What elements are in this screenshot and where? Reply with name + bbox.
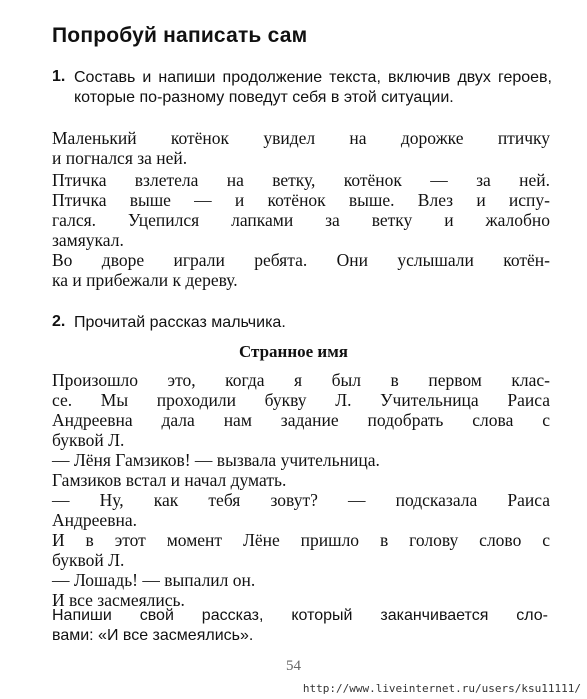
story-line: Андреевна дала нам задание подобрать слова с xyxy=(52,410,550,430)
story-line: Андреевна. xyxy=(52,510,137,530)
text-line: Птичка взлетела на ветку, котёнок — за ней. xyxy=(52,170,550,190)
story-line: — Лошадь! — выпалил он. xyxy=(52,570,256,590)
story-line: — Лёня Гамзиков! — вызвала учительница. xyxy=(52,450,380,470)
watermark-url: http://www.liveinternet.ru/users/ksu11111/ xyxy=(302,682,581,695)
story-line: буквой Л. xyxy=(52,550,125,570)
story-line: буквой Л. xyxy=(52,430,125,450)
text-line: замяукал. xyxy=(52,230,124,250)
story-title: Странное имя xyxy=(238,342,349,361)
story-line: И все засмеялись. xyxy=(52,590,185,610)
text-1 xyxy=(52,128,550,168)
story-line: — Ну, как тебя зовут? — подсказала Раиса xyxy=(52,490,550,510)
text-line: гался. Уцепился лапками за ветку и жалобно xyxy=(52,210,550,230)
task-2-instruction: Прочитай рассказ мальчика. xyxy=(74,314,286,331)
task-1-number: 1. xyxy=(52,68,66,85)
story-line: И в этот момент Лёне пришло в голову слово с xyxy=(52,530,550,550)
story-text xyxy=(52,370,550,610)
task-2-number: 2. xyxy=(52,313,66,330)
text-line: Птичка выше — и котёнок выше. Влез и испу- xyxy=(52,190,550,210)
final-task-line: Напиши свой рассказ, который заканчивается сло- xyxy=(52,607,548,624)
story-line: Гамзиков встал и начал думать. xyxy=(52,470,287,490)
text-3 xyxy=(52,250,550,290)
text-line: Во дворе играли ребята. Они услышали котён- xyxy=(52,250,550,270)
page-number: 54 xyxy=(286,658,301,674)
text-line: и погнался за ней. xyxy=(52,148,188,168)
text-2 xyxy=(52,170,550,250)
section-heading: Попробуй написать сам xyxy=(52,24,308,47)
story-line: Произошло это, когда я был в первом клас- xyxy=(52,370,550,390)
final-task xyxy=(52,606,548,646)
text-line: ка и прибежали к дереву. xyxy=(52,270,238,290)
story-line: се. Мы проходили букву Л. Учительница Раиса xyxy=(52,390,550,410)
task-1-instruction: Составь и напиши продолжение текста, включив двух героев, которые по-разному поведут себя в этой ситуации. xyxy=(74,69,552,106)
text-line: Маленький котёнок увидел на дорожке птичку xyxy=(52,128,550,148)
final-task-line: вами: «И все засмеялись». xyxy=(52,627,254,644)
